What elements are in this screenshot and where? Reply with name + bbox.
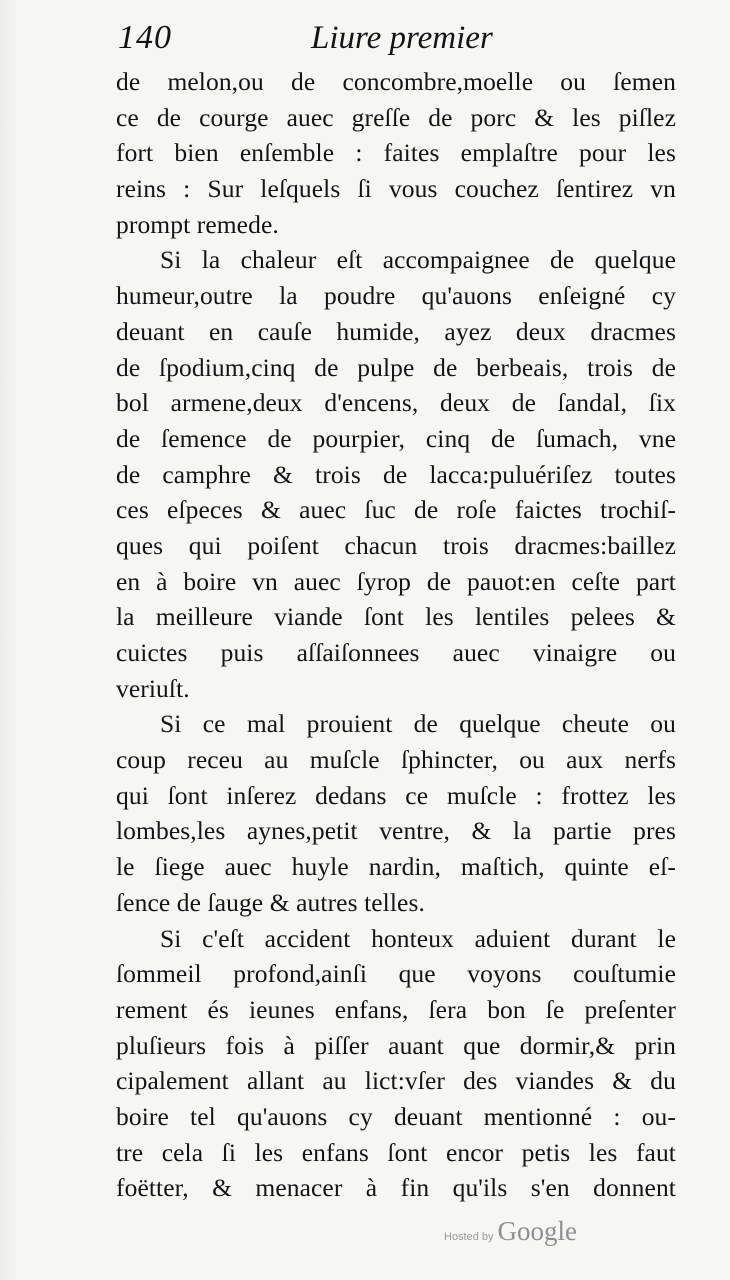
text-line: la meilleure viande ſont les lentiles pelees & [116,602,676,632]
text-line: Si ce mal prouient de quelque cheute ou [160,709,676,739]
text-line: Si la chaleur eſt accompaignee de quelque [160,245,676,275]
hosted-by-watermark [444,1216,577,1247]
text-line: de camphre & trois de lacca:puluériſez toutes [116,459,676,489]
text-line: cipalement allant au lict:vſer des viandes & du [116,1066,676,1096]
text-line: foëtter, & menacer à fin qu'ils s'en donnent [116,1173,676,1203]
page-body [116,64,676,1206]
paragraph-2 [116,242,676,706]
text-line: ce de courge auec greſſe de porc & les piſlez [116,102,676,132]
google-logo: Google [497,1216,578,1246]
text-line: qui ſont inſerez dedans ce muſcle : frottez les [116,780,676,810]
text-line: humeur,outre la poudre qu'auons enſeigné cy [116,281,676,311]
text-line: prompt remede. [116,209,279,239]
text-line: tre cela ſi les enfans ſont encor petis les faut [116,1137,676,1167]
page-gutter [0,0,18,1280]
text-line: ces eſpeces & auec ſuc de roſe faictes trochiſ- [116,495,676,525]
paragraph-4 [116,921,676,1207]
text-line: veriuſt. [116,673,190,703]
text-line: cuictes puis aſſaiſonnees auec vinaigre ou [116,638,676,667]
text-line: boire tel qu'auons cy deuant mentionné : ou- [116,1101,676,1131]
text-line: Si c'eſt accident honteux aduient durant le [160,923,676,953]
page-number: 140 [118,19,172,56]
text-line: fort bien enſemble : faites emplaſtre pour les [116,138,676,168]
text-line: bol armene,deux d'encens, deux de ſandal, ſix [116,388,676,418]
text-line: reins : Sur leſquels ſi vous couchez ſentirez vn [116,174,676,204]
text-line: de melon,ou de concombre,moelle ou ſemen [116,67,676,96]
text-line: lombes,les aynes,petit ventre, & la partie pres [116,816,676,846]
paragraph-1 [116,64,676,242]
text-line: le ſiege auec huyle nardin, maſtich, quinte eſ- [116,852,676,882]
running-title: Liure premier [311,20,493,56]
text-line: de ſemence de pourpier, cinq de ſumach, vne [116,423,676,453]
watermark-prefix: Hosted by [444,1231,494,1243]
page-header [118,16,678,60]
text-line: rement és ieunes enfans, ſera bon ſe preſenter [116,994,676,1024]
text-line: ſence de ſauge & autres telles. [116,887,425,917]
text-line: pluſieurs fois à piſſer auant que dormir,& prin [116,1030,676,1060]
paragraph-3 [116,706,676,920]
text-line: ſommeil profond,ainſi que voyons couſtumie [116,959,676,989]
text-line: ques qui poiſent chacun trois dracmes:baillez [116,530,676,560]
text-line: deuant en cauſe humide, ayez deux dracmes [116,316,676,346]
text-line: en à boire vn auec ſyrop de pauot:en ceſte part [116,566,676,596]
text-line: coup receu au muſcle ſphincter, ou aux nerfs [116,745,676,775]
text-line: de ſpodium,cinq de pulpe de berbeais, trois de [116,352,676,382]
